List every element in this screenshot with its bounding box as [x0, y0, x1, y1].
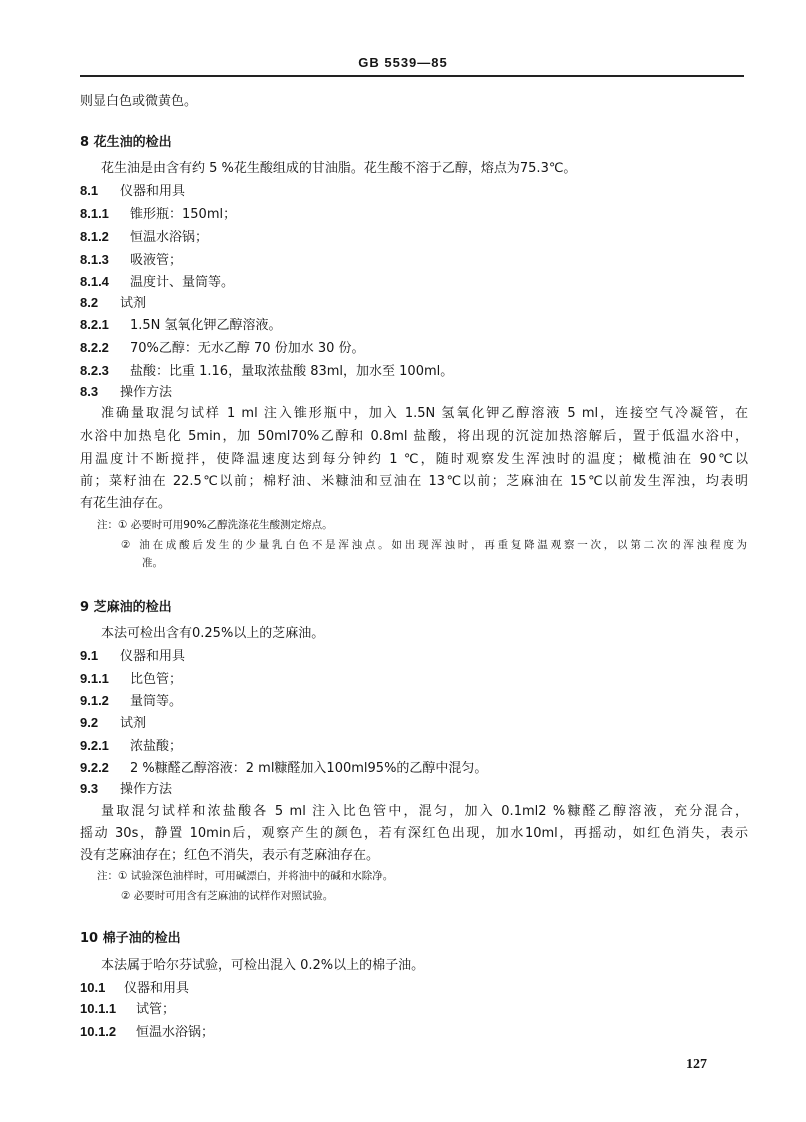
section-8-procedure-line-1: 准确量取混匀试样 1 ml 注入锥形瓶中，加入 1.5N 氢氧化钾乙醇溶液 5 ml，连接空气冷凝管，在	[101, 406, 748, 421]
clause-8-1	[80, 182, 750, 201]
clause-9-1-2	[80, 692, 750, 711]
section-9-procedure-line-2: 摇动 30s，静置 10min后，观察产生的颜色，若有深红色出现，加水10ml，再摇动，如红色消失，表示	[80, 826, 748, 841]
section-8-note-2: ② 油在成酸后发生的少量乳白色不是浑浊点。如出现浑浊时，再重复降温观察一次，以第二次的浑浊程度为	[121, 539, 747, 551]
section-8-intro: 花生油是由含有约 5 %花生酸组成的甘油脂。花生酸不溶于乙醇，熔点为75.3℃。	[101, 161, 577, 176]
clause-number: 8.2.3	[80, 363, 109, 378]
section-8-title: 8 花生油的检出	[80, 135, 172, 150]
clause-10-1-1	[80, 1000, 750, 1019]
clause-8-1-2	[80, 228, 750, 247]
clause-9-2-2	[80, 759, 750, 778]
section-8-procedure-line-3: 用温度计不断搅拌，使降温速度达到每分钟约 1 ℃，随时观察发生浑浊时的温度；橄榄油在 90℃以	[80, 452, 748, 467]
clause-number: 8.1.2	[80, 229, 109, 244]
clause-number: 8.3	[80, 384, 99, 399]
clause-number: 9.1.2	[80, 693, 109, 708]
clause-number: 10.1	[80, 980, 106, 995]
section-10-intro: 本法属于哈尔芬试验，可检出混入 0.2%以上的棉子油。	[101, 958, 425, 973]
clause-text: 1.5N 氢氧化钾乙醇溶液。	[130, 318, 282, 333]
section-9-procedure-line-1: 量取混匀试样和浓盐酸各 5 ml 注入比色管中，混匀，加入 0.1ml2 %糠醛乙醇溶液，充分混合，	[101, 804, 748, 819]
clause-text: 锥形瓶：150ml；	[130, 207, 237, 222]
clause-number: 8.1.1	[80, 206, 109, 221]
section-8-procedure-line-2: 水浴中加热皂化 5min，加 50ml70%乙醇和 0.8ml 盐酸，将出现的沉淀加热溶解后，置于低温水浴中，	[80, 429, 748, 444]
clause-10-1	[80, 979, 750, 998]
clause-9-2-1	[80, 737, 750, 756]
clause-text: 浓盐酸；	[130, 739, 183, 754]
section-8-procedure-line-5: 有花生油存在。	[80, 496, 172, 511]
clause-number: 9.1.1	[80, 671, 109, 686]
clause-text: 仪器和用具	[124, 981, 190, 996]
clause-9-1	[80, 647, 750, 666]
clause-number: 8.1	[80, 183, 99, 198]
clause-number: 8.2	[80, 295, 99, 310]
clause-text: 试剂	[120, 296, 147, 311]
clause-text: 操作方法	[120, 385, 173, 400]
section-8-note-1: 注：① 必要时可用90%乙醇洗涤花生酸测定熔点。	[97, 519, 333, 531]
clause-number: 8.1.4	[80, 274, 109, 289]
clause-8-2	[80, 294, 750, 313]
clause-text: 仪器和用具	[120, 649, 186, 664]
continuation-text: 则显白色或微黄色。	[80, 94, 198, 109]
section-9-title: 9 芝麻油的检出	[80, 600, 172, 615]
clause-text: 操作方法	[120, 782, 173, 797]
clause-8-2-3	[80, 362, 750, 381]
clause-8-1-3	[80, 251, 750, 270]
clause-text: 2 %糠醛乙醇溶液：2 ml糠醛加入100ml95%的乙醇中混匀。	[130, 761, 488, 776]
clause-text: 恒温水浴锅；	[136, 1025, 215, 1040]
clause-number: 10.1.2	[80, 1024, 117, 1039]
clause-8-1-1	[80, 205, 750, 224]
clause-text: 恒温水浴锅；	[130, 230, 209, 245]
clause-number: 10.1.1	[80, 1001, 117, 1016]
clause-text: 仪器和用具	[120, 184, 186, 199]
section-9-note-2: ② 必要时可用含有芝麻油的试样作对照试验。	[121, 890, 334, 902]
clause-8-2-1	[80, 316, 750, 335]
clause-text: 吸液管；	[130, 253, 183, 268]
standard-code-header: GB 5539—85	[358, 55, 448, 70]
page-number: 127	[686, 1057, 707, 1072]
clause-8-1-4	[80, 273, 750, 292]
clause-text: 试管；	[136, 1002, 176, 1017]
section-9-note-1: 注：① 试验深色油样时，可用碱漂白，并将油中的碱和水除净。	[97, 870, 394, 882]
section-8-procedure-line-4: 前；菜籽油在 22.5℃以前；棉籽油、米糠油和豆油在 13℃以前；芝麻油在 15℃以前发生浑浊，均表明	[80, 474, 748, 489]
clause-text: 温度计、量筒等。	[130, 275, 235, 290]
header-rule	[80, 75, 744, 77]
clause-9-2	[80, 714, 750, 733]
clause-number: 8.2.1	[80, 317, 109, 332]
clause-number: 9.2.2	[80, 760, 109, 775]
clause-text: 比色管；	[130, 672, 183, 687]
clause-number: 9.2.1	[80, 738, 109, 753]
clause-8-2-2	[80, 339, 750, 358]
clause-number: 8.1.3	[80, 252, 109, 267]
clause-number: 9.1	[80, 648, 99, 663]
clause-text: 量筒等。	[130, 694, 183, 709]
section-9-procedure-line-3: 没有芝麻油存在；红色不消失，表示有芝麻油存在。	[80, 848, 380, 863]
section-10-title: 10 棉子油的检出	[80, 931, 181, 946]
clause-text: 试剂	[120, 716, 147, 731]
clause-8-3	[80, 383, 750, 402]
section-9-intro: 本法可检出含有0.25%以上的芝麻油。	[101, 626, 325, 641]
clause-9-3	[80, 780, 750, 799]
clause-text: 70%乙醇：无水乙醇 70 份加水 30 份。	[130, 341, 365, 356]
clause-9-1-1	[80, 670, 750, 689]
clause-number: 8.2.2	[80, 340, 109, 355]
clause-number: 9.3	[80, 781, 99, 796]
clause-10-1-2	[80, 1023, 750, 1042]
section-8-note-2-cont: 准。	[142, 557, 163, 569]
clause-number: 9.2	[80, 715, 99, 730]
clause-text: 盐酸：比重 1.16，量取浓盐酸 83ml，加水至 100ml。	[130, 364, 454, 379]
